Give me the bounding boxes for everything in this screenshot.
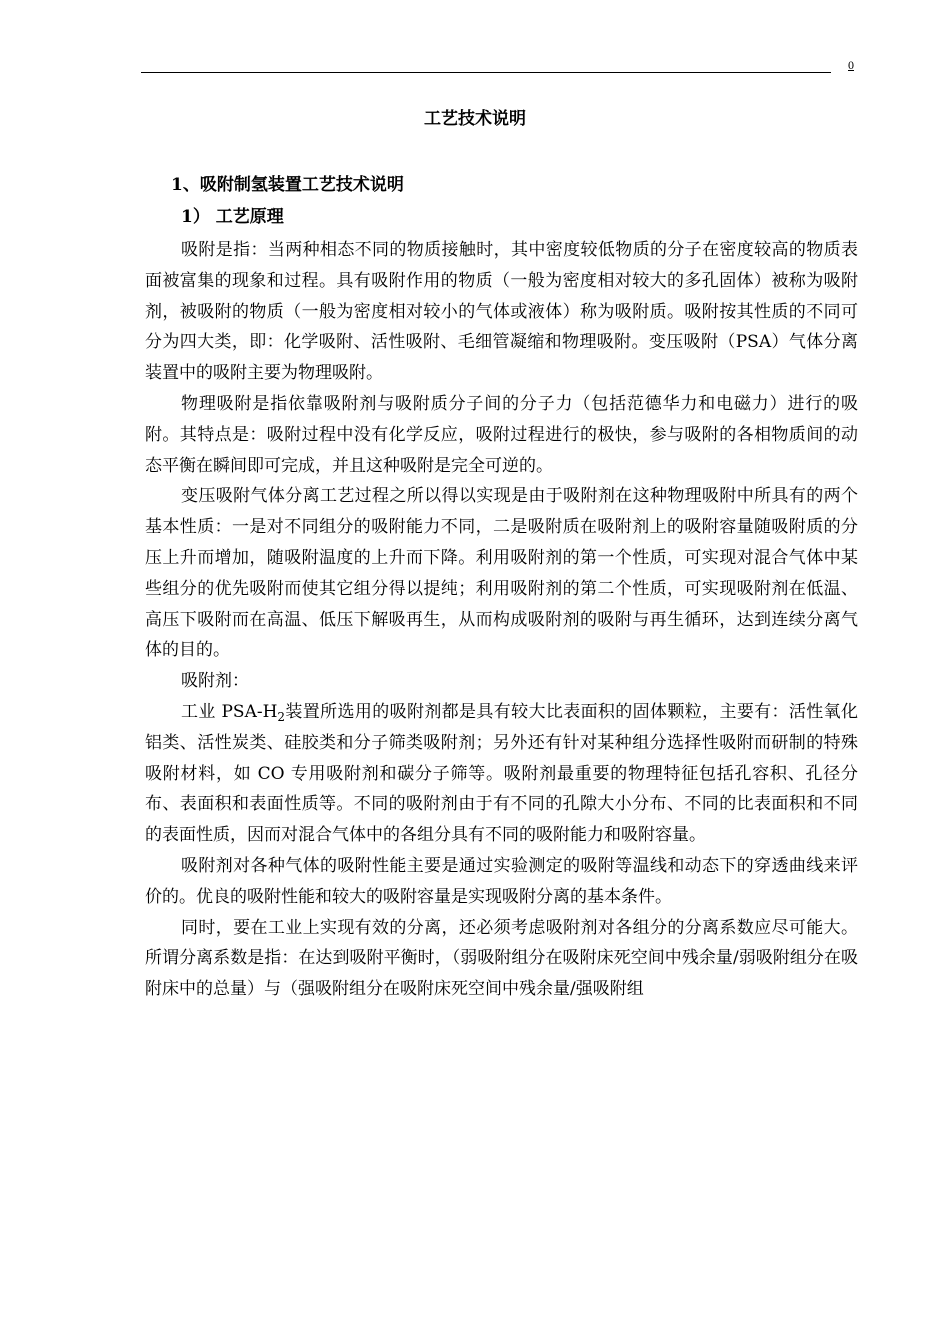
paragraph-adsorbent-label: 吸附剂： [181,671,249,692]
paragraph-separation-coefficient: 同时，要在工业上实现有效的分离，还必须考虑吸附剂对各组分的分离系数应尽可能大。所谓分离系数是指：在达到吸附平衡时，（弱吸附组分在吸附床死空间中残余量/弱吸附组分在吸附床中的总量）与（强吸附组分在吸附床死空间中残余量/强吸附组 [145,917,858,1000]
header-rule [141,72,831,73]
document-title: 工艺技术说明 [424,109,526,129]
document-body [145,235,858,1005]
adsorbent-text-before: 工业 PSA-H [181,701,278,722]
adsorbent-text-after: 装置所选用的吸附剂都是具有较大比表面积的固体颗粒，主要有：活性氧化铝类、活性炭类、硅胶类和分子筛类吸附剂；另外还有针对某种组分选择性吸附而研制的特殊吸附材料，如 CO 专用吸附剂和碳分子筛等。吸附剂最重要的物理特征包括孔容积、孔径分布、表面积和表面性质等。不同的吸附剂由于有不同的孔隙大小分布、不同的比表面积和不同的表面性质，因而对混合气体中的各组分具有不同的吸附能力和吸附容量。 [145,701,858,846]
page-number: 0 [848,58,854,72]
paragraph-adsorption-definition: 吸附是指：当两种相态不同的物质接触时，其中密度较低物质的分子在密度较高的物质表面被富集的现象和过程。具有吸附作用的物质（一般为密度相对较大的多孔固体）被称为吸附剂，被吸附的物质（一般为密度相对较小的气体或液体）称为吸附质。吸附按其性质的不同可分为四大类，即：化学吸附、活性吸附、毛细管凝缩和物理吸附。变压吸附（PSA）气体分离装置中的吸附主要为物理吸附。 [145,240,858,384]
section-heading: 1、吸附制氢装置工艺技术说明 [171,175,404,195]
paragraph-adsorbent-types [145,697,858,851]
h2-subscript: 2 [277,709,286,724]
paragraph-physical-adsorption: 物理吸附是指依靠吸附剂与吸附质分子间的分子力（包括范德华力和电磁力）进行的吸附。其特点是：吸附过程中没有化学反应，吸附过程进行的极快，参与吸附的各相物质间的动态平衡在瞬间即可完成，并且这种吸附是完全可逆的。 [145,393,858,476]
paragraph-psa-principle: 变压吸附气体分离工艺过程之所以得以实现是由于吸附剂在这种物理吸附中所具有的两个基本性质：一是对不同组分的吸附能力不同，二是吸附质在吸附剂上的吸附容量随吸附质的分压上升而增加，随吸附温度的上升而下降。利用吸附剂的第一个性质，可实现对混合气体中某些组分的优先吸附而使其它组分得以提纯；利用吸附剂的第二个性质，可实现吸附剂在低温、高压下吸附而在高温、低压下解吸再生，从而构成吸附剂的吸附与再生循环，达到连续分离气体的目的。 [145,486,858,661]
subsection-heading: 1） 工艺原理 [181,207,284,227]
paragraph-adsorption-performance: 吸附剂对各种气体的吸附性能主要是通过实验测定的吸附等温线和动态下的穿透曲线来评价的。优良的吸附性能和较大的吸附容量是实现吸附分离的基本条件。 [145,855,858,907]
